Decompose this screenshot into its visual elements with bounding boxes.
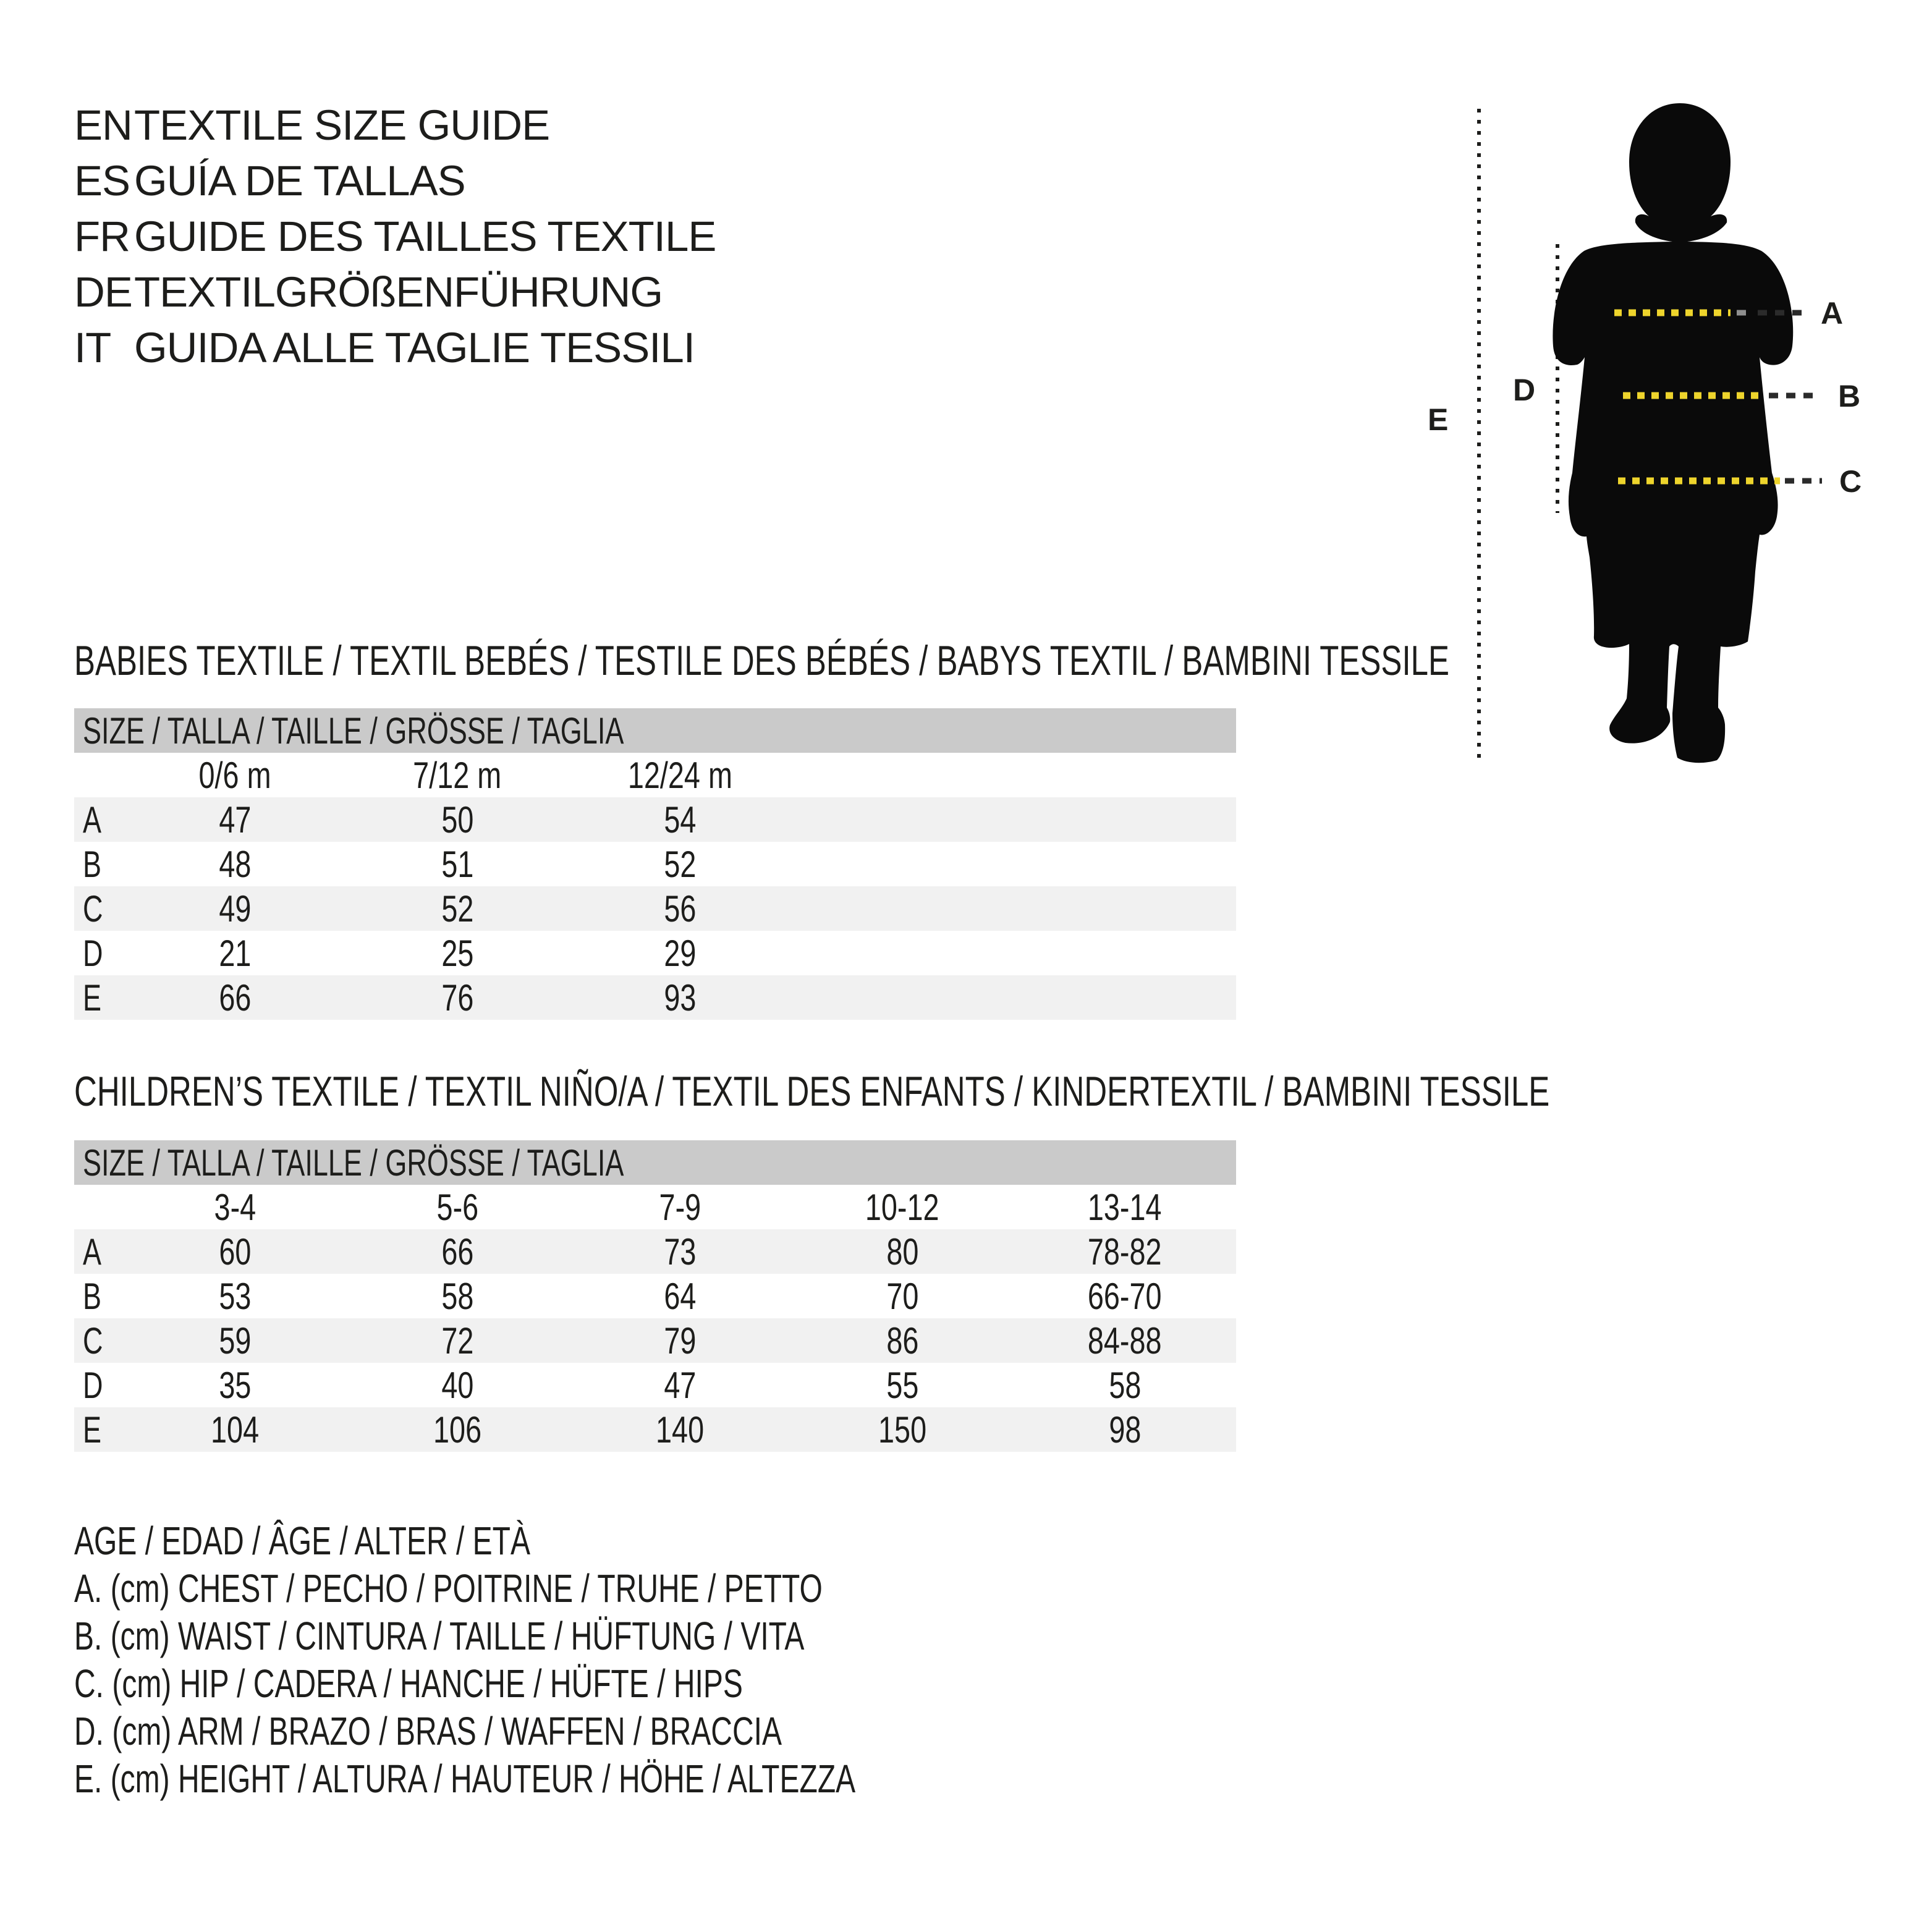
row-label: D (83, 1364, 103, 1406)
column-header: 12/24 m (627, 754, 732, 796)
cell-value: 73 (663, 1231, 697, 1273)
legend-line-waist: B. (cm) WAIST / CINTURA / TAILLE / HÜFTUNG / VITA (74, 1614, 805, 1658)
cell-value: 55 (886, 1364, 919, 1406)
childrens-size-table (74, 1140, 1236, 1452)
column-header: 13-14 (1088, 1186, 1162, 1228)
language-code: EN (74, 101, 132, 149)
row-label: C (83, 1320, 103, 1362)
cell-value: 29 (663, 932, 697, 974)
guide-title: TEXTILGRÖßENFÜHRUNG (134, 268, 663, 316)
cell-value: 50 (441, 799, 474, 841)
cell-value: 76 (441, 977, 474, 1019)
table-row (74, 1407, 1236, 1452)
cell-value: 48 (218, 843, 252, 885)
cell-value: 106 (433, 1409, 482, 1451)
column-header: 10-12 (865, 1186, 939, 1228)
table-row (74, 842, 1236, 886)
cell-value: 40 (441, 1364, 474, 1406)
cell-value: 150 (878, 1409, 927, 1451)
diagram-label-e: E (1428, 402, 1449, 437)
table-row (74, 1318, 1236, 1363)
row-label: B (83, 843, 102, 885)
measurement-diagram (1409, 87, 1932, 803)
cell-value: 47 (218, 799, 252, 841)
size-header-bar: SIZE / TALLA / TAILLE / GRÖSSE / TAGLIA (74, 1140, 1236, 1185)
language-code: IT (74, 324, 111, 371)
guide-title: GUÍA DE TALLAS (134, 157, 465, 205)
row-label: A (83, 1231, 102, 1273)
legend-line-chest: A. (cm) CHEST / PECHO / POITRINE / TRUHE / PETTO (74, 1566, 823, 1611)
table-row (74, 975, 1236, 1020)
cell-value: 86 (886, 1320, 919, 1362)
legend-line-arm: D. (cm) ARM / BRAZO / BRAS / WAFFEN / BRACCIA (74, 1709, 782, 1753)
cell-value: 58 (1108, 1364, 1142, 1406)
row-label: D (83, 932, 103, 974)
table-row (74, 931, 1236, 975)
cell-value: 21 (218, 932, 252, 974)
diagram-label-b: B (1838, 379, 1861, 413)
language-row-en (74, 98, 549, 153)
cell-value: 64 (663, 1275, 697, 1317)
cell-value: 66 (441, 1231, 474, 1273)
cell-value: 47 (663, 1364, 697, 1406)
cell-value: 78-82 (1088, 1231, 1162, 1273)
cell-value: 52 (441, 888, 474, 930)
cell-value: 84-88 (1088, 1320, 1162, 1362)
babies-section-title: BABIES TEXTILE / TEXTIL BEBÉS / TESTILE DES BÉBÉS / BABYS TEXTIL / BAMBINI TESSILE (74, 637, 1450, 684)
cell-value: 49 (218, 888, 252, 930)
cell-value: 98 (1108, 1409, 1142, 1451)
cell-value: 52 (663, 843, 697, 885)
row-label: E (83, 1409, 102, 1451)
cell-value: 72 (441, 1320, 474, 1362)
row-label: B (83, 1275, 102, 1317)
legend-line-hip: C. (cm) HIP / CADERA / HANCHE / HÜFTE / HIPS (74, 1661, 743, 1706)
legend-line-age: AGE / EDAD / ÂGE / ALTER / ETÀ (74, 1519, 530, 1563)
column-header: 7-9 (659, 1186, 701, 1228)
table-row (74, 1274, 1236, 1318)
row-label: A (83, 799, 102, 841)
row-label: C (83, 888, 103, 930)
guide-title: GUIDA ALLE TAGLIE TESSILI (134, 324, 695, 371)
babies-size-table (74, 708, 1236, 1020)
cell-value: 104 (210, 1409, 260, 1451)
table-row (74, 1363, 1236, 1407)
table-row (74, 886, 1236, 931)
cell-value: 35 (218, 1364, 252, 1406)
guide-title: GUIDE DES TAILLES TEXTILE (134, 213, 716, 260)
language-row-it (74, 320, 695, 376)
diagram-label-d: D (1513, 373, 1536, 407)
column-header: 7/12 m (413, 754, 502, 796)
column-header: 5-6 (436, 1186, 478, 1228)
language-row-fr (74, 209, 716, 265)
column-header: 0/6 m (198, 754, 271, 796)
diagram-label-c: C (1839, 464, 1862, 499)
cell-value: 54 (663, 799, 697, 841)
column-header: 3-4 (214, 1186, 256, 1228)
table-row (74, 797, 1236, 842)
language-code: FR (74, 213, 130, 260)
cell-value: 79 (663, 1320, 697, 1362)
cell-value: 140 (655, 1409, 705, 1451)
guide-title: TEXTILE SIZE GUIDE (134, 101, 550, 149)
language-code: DE (74, 268, 132, 316)
language-row-de (74, 265, 663, 320)
table-row (74, 1229, 1236, 1274)
cell-value: 58 (441, 1275, 474, 1317)
cell-value: 56 (663, 888, 697, 930)
language-code: ES (74, 157, 130, 205)
cell-value: 66-70 (1088, 1275, 1162, 1317)
cell-value: 53 (218, 1275, 252, 1317)
cell-value: 60 (218, 1231, 252, 1273)
cell-value: 80 (886, 1231, 919, 1273)
cell-value: 51 (441, 843, 474, 885)
diagram-label-a: A (1821, 296, 1844, 331)
language-row-es (74, 153, 465, 209)
legend-line-height: E. (cm) HEIGHT / ALTURA / HAUTEUR / HÖHE / ALTEZZA (74, 1756, 856, 1801)
cell-value: 66 (218, 977, 252, 1019)
cell-value: 25 (441, 932, 474, 974)
column-header-row (74, 1185, 1236, 1229)
cell-value: 70 (886, 1275, 919, 1317)
measurement-legend (74, 1517, 1116, 1803)
cell-value: 59 (218, 1320, 252, 1362)
column-header-row (74, 753, 1236, 797)
row-label: E (83, 977, 102, 1019)
cell-value: 93 (663, 977, 697, 1019)
size-header-bar: SIZE / TALLA / TAILLE / GRÖSSE / TAGLIA (74, 708, 1236, 753)
childrens-section-title: CHILDREN’S TEXTILE / TEXTIL NIÑO/A / TEXTIL DES ENFANTS / KINDERTEXTIL / BAMBINI TESSILE (74, 1068, 1550, 1115)
